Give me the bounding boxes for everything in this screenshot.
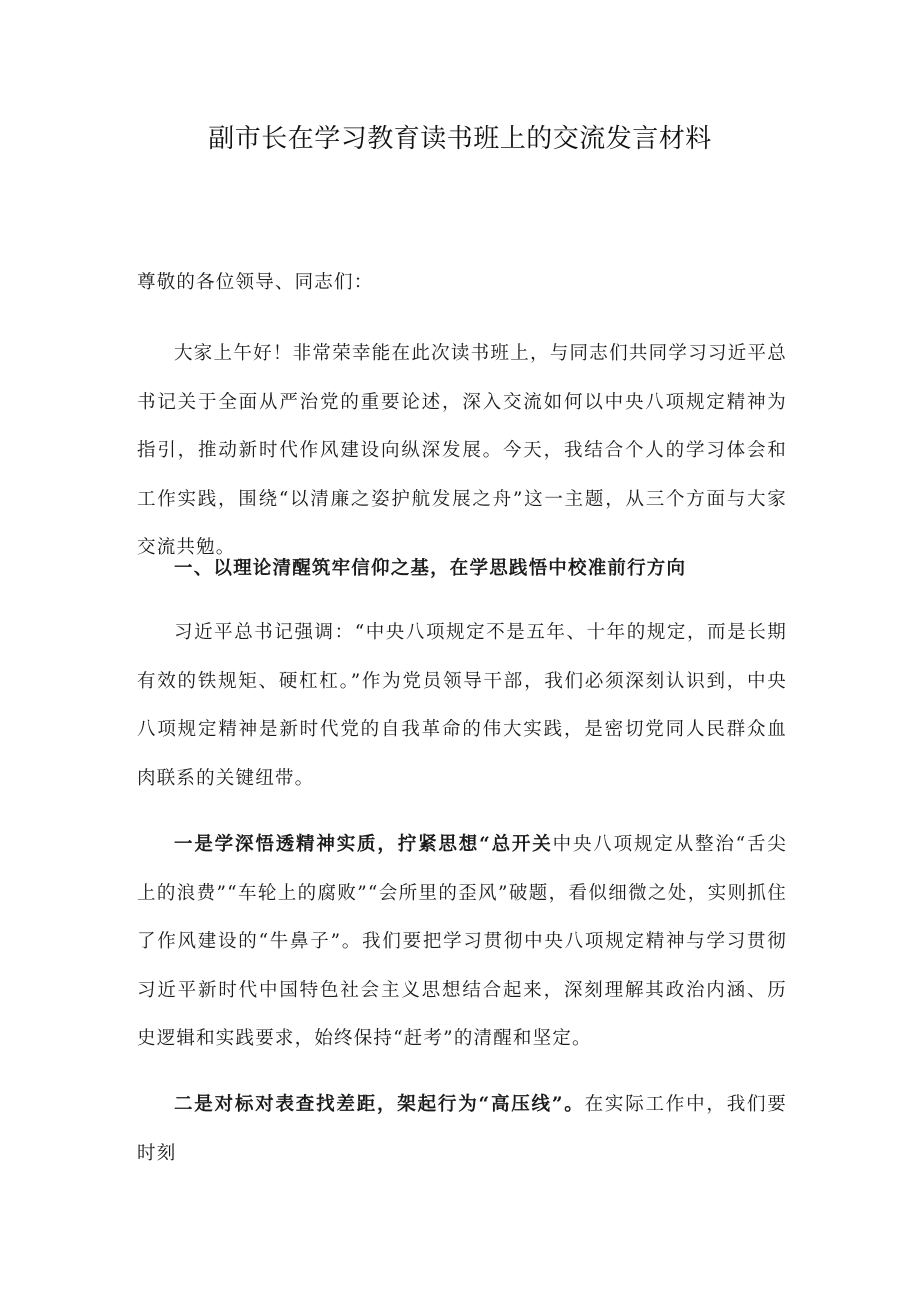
salutation: 尊敬的各位领导、同志们：	[137, 272, 374, 293]
point-2-lead: 二是对标对表查找差距，架起行为“高压线”。	[174, 1094, 585, 1115]
section-1-paragraph: 习近平总书记强调：“中央八项规定不是五年、十年的规定，而是长期有效的铁规矩、硬杠杠。”作为党员领导干部，我们必须深刻认识到，中央八项规定精神是新时代党的自我革命的伟大实践，是密切党同人民群众血肉联系的关键纽带。	[137, 622, 787, 789]
point-1-paragraph	[137, 821, 787, 1064]
point-1-lead: 一是学深悟透精神实质，拧紧思想“总开关	[174, 834, 553, 855]
document-title: 副市长在学习教育读书班上的交流发言材料	[208, 124, 712, 154]
point-2-paragraph	[137, 1081, 787, 1178]
section-heading-1: 一、以理论清醒筑牢信仰之基，在学思践悟中校准前行方向	[174, 558, 687, 579]
intro-paragraph: 大家上午好！非常荣幸能在此次读书班上，与同志们共同学习习近平总书记关于全面从严治党的重要论述，深入交流如何以中央八项规定精神为指引，推动新时代作风建设向纵深发展。今天，我结合个人的学习体会和工作实践，围绕“以清廉之姿护航发展之舟”这一主题，从三个方面与大家交流共勉。	[137, 343, 787, 558]
point-1-body: 中央八项规定从整治“舌尖上的浪费”“车轮上的腐败”“会所里的歪风”破题，看似细微之处，实则抓住了作风建设的“牛鼻子”。我们要把学习贯彻中央八项规定精神与学习贯彻习近平新时代中国特色社会主义思想结合起来，深刻理解其政治内涵、历史逻辑和实践要求，始终保持“赶考”的清醒和坚定。	[137, 834, 788, 1049]
point-2-body: 在实际工作中，我们要时刻	[137, 1094, 787, 1164]
